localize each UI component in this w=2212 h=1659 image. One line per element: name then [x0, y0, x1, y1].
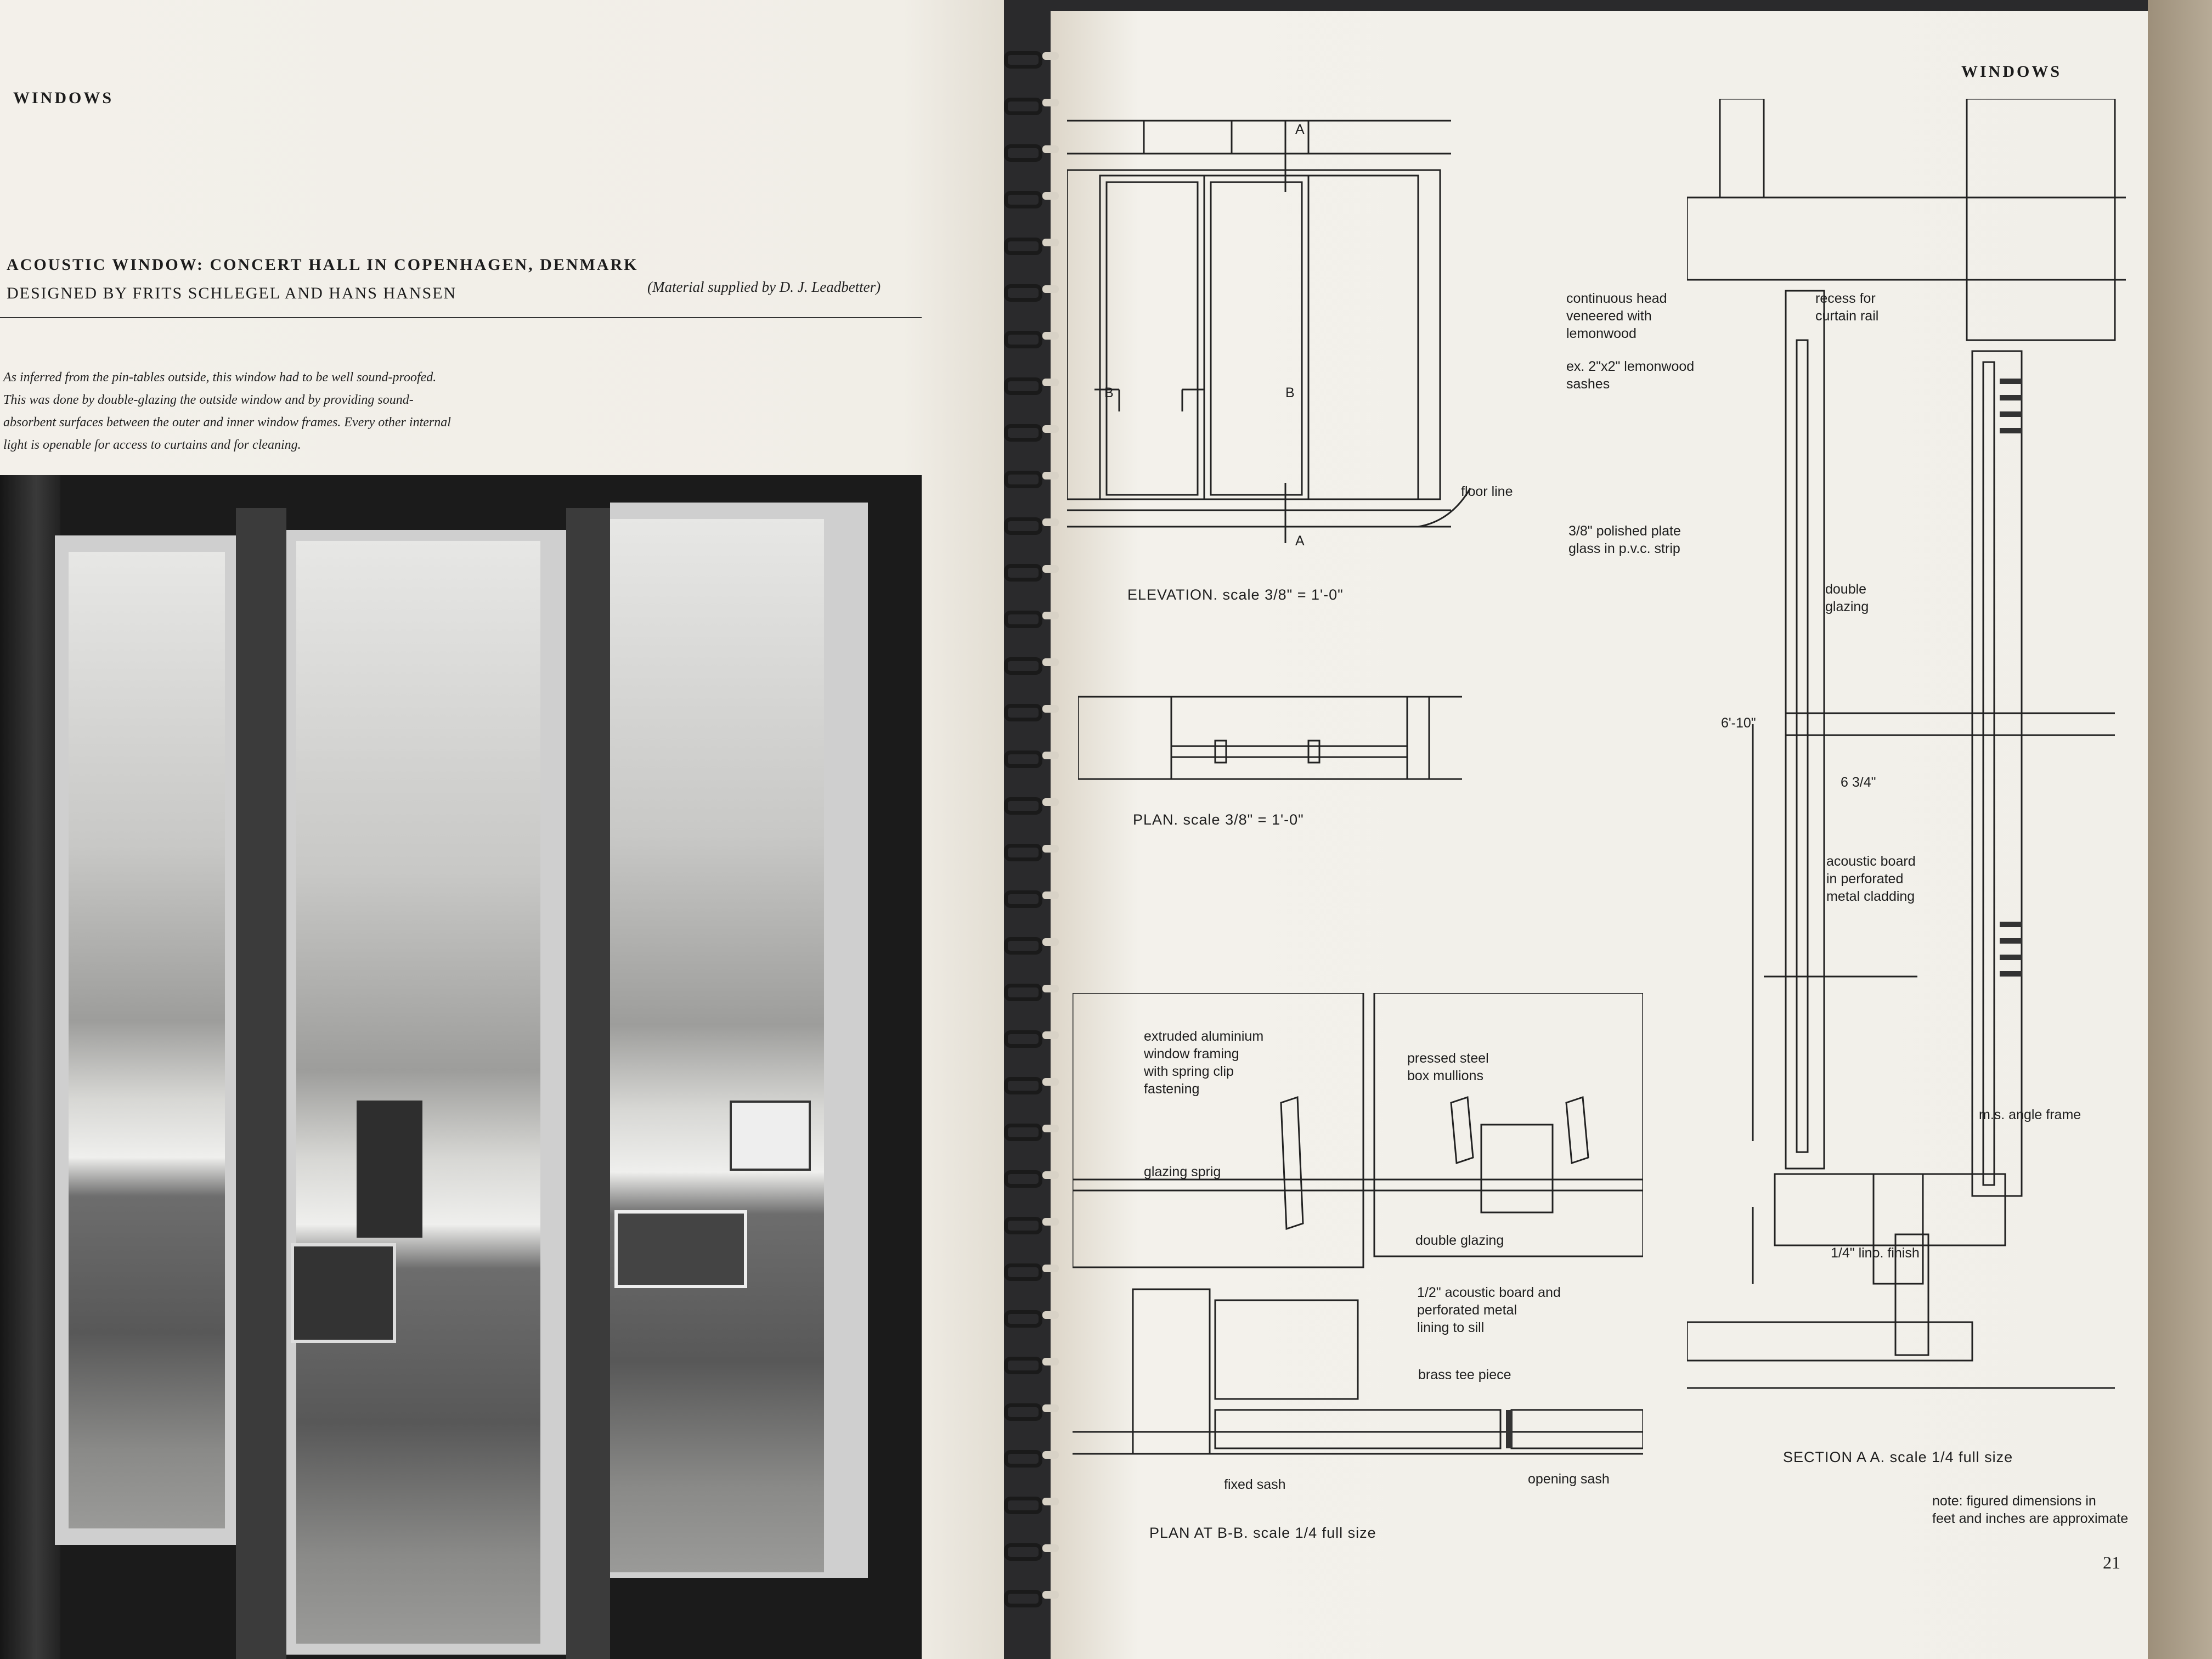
label-line: curtain rail [1815, 308, 1879, 324]
pin-table [730, 1101, 811, 1171]
pin-table [614, 1210, 747, 1288]
running-head-left: WINDOWS [13, 89, 114, 107]
section-label-sashes [1566, 358, 1694, 393]
window-pane-center [296, 541, 540, 1644]
binding-coil [993, 280, 1070, 300]
window-pane-left [69, 552, 225, 1528]
curtain [0, 475, 60, 1659]
label-line: recess for [1815, 291, 1876, 306]
section-label-double-glazing [1825, 580, 1869, 616]
table-surface [2148, 0, 2212, 1659]
section-label-acoustic [1826, 853, 1916, 905]
binding-coil [993, 979, 1070, 999]
article-title: ACOUSTIC WINDOW: CONCERT HALL IN COPENHAGEN, DENMARK [7, 256, 639, 274]
page-number: 21 [2103, 1553, 2120, 1572]
binding-coil [993, 1212, 1070, 1232]
binding-coil [993, 606, 1070, 626]
binding-coil [993, 420, 1070, 439]
binding-coil [993, 1259, 1070, 1279]
caption-line: This was done by double-glazing the outside window and by providing sound- [3, 393, 414, 407]
label-line: sashes [1566, 376, 1610, 392]
label-line: with spring clip [1144, 1064, 1234, 1079]
plan-drawing [1078, 680, 1473, 790]
label-line: glass in p.v.c. strip [1568, 541, 1680, 556]
binding-coil [993, 233, 1070, 253]
elevation-marker-b-left: B [1104, 385, 1114, 400]
elevation-marker-a-top: A [1295, 122, 1305, 137]
binding-coil [993, 47, 1070, 66]
plan-bb-label-acoustic [1417, 1284, 1561, 1336]
binding-coil [993, 1306, 1070, 1325]
left-page [0, 0, 1004, 1659]
plan-bb-label-framing [1144, 1028, 1263, 1098]
section-label-head [1566, 290, 1667, 342]
binding-coil [993, 1119, 1070, 1139]
caption-line: absorbent surfaces between the outer and inner window frames. Every other internal [3, 415, 451, 430]
elevation-caption: ELEVATION. scale 3/8" = 1'-0" [1127, 586, 1344, 603]
section-label-recess [1815, 290, 1878, 325]
label-line: ex. 2"x2" lemonwood [1566, 359, 1695, 374]
label-line: 3/8" polished plate [1568, 523, 1681, 539]
label-line: 1/2" acoustic board and [1417, 1285, 1561, 1300]
right-page [1051, 11, 2148, 1659]
binding-coil [993, 1446, 1070, 1465]
binding-coil [993, 933, 1070, 952]
section-label-lino: 1/4" lino. finish [1831, 1245, 1920, 1261]
binding-coil [993, 93, 1070, 113]
binding-coil [993, 1166, 1070, 1186]
binding-coil [993, 560, 1070, 579]
pin-table [291, 1243, 396, 1343]
section-dimension-height: 6'-10" [1721, 715, 1756, 731]
binding-coil [993, 1399, 1070, 1419]
binding-coil [993, 886, 1070, 906]
label-line: extruded aluminium [1144, 1029, 1264, 1044]
pin-table [357, 1101, 422, 1238]
binding-coil [993, 699, 1070, 719]
label-line: lemonwood [1566, 326, 1637, 341]
elevation-marker-a-bottom: A [1295, 533, 1305, 549]
section-dimension-width: 6 3/4" [1841, 775, 1876, 790]
plan-bb-label-opening-sash: opening sash [1528, 1471, 1610, 1487]
label-line: pressed steel [1407, 1051, 1489, 1066]
section-drawing [1687, 99, 2126, 1432]
photo-caption [3, 366, 546, 456]
label-line: glazing [1825, 599, 1869, 614]
floor-line-label: floor line [1461, 484, 1513, 499]
label-line: double [1825, 582, 1867, 597]
plan-caption: PLAN. scale 3/8" = 1'-0" [1133, 811, 1304, 828]
binding-coil [993, 839, 1070, 859]
window-mullion [566, 508, 610, 1659]
binding-coil [993, 466, 1070, 486]
plan-bb-label-glazing-sprig: glazing sprig [1144, 1164, 1221, 1180]
label-line: veneered with [1566, 308, 1652, 324]
section-label-angle-frame: m.s. angle frame [1979, 1107, 2081, 1122]
caption-line: light is openable for access to curtains and for cleaning. [3, 438, 301, 452]
label-line: acoustic board [1826, 854, 1916, 869]
plan-bb-label-fixed-sash: fixed sash [1224, 1477, 1286, 1492]
plan-bb-label-tee: brass tee piece [1418, 1367, 1511, 1383]
section-caption: SECTION A A. scale 1/4 full size [1783, 1449, 2013, 1465]
window-pane-right [610, 519, 824, 1572]
elevation-marker-b-right: B [1285, 385, 1295, 400]
caption-line: As inferred from the pin-tables outside, this window had to be well sound-proofed. [3, 370, 437, 385]
binding-coil [993, 1073, 1070, 1092]
binding-coil [993, 373, 1070, 393]
note-line: feet and inches are approximate [1932, 1511, 2129, 1526]
label-line: fastening [1144, 1081, 1200, 1097]
elevation-drawing [1067, 104, 1484, 571]
binding-coil [993, 140, 1070, 160]
section-label-plate-glass [1568, 522, 1681, 557]
binding-coil [993, 513, 1070, 533]
binding-coil [993, 326, 1070, 346]
binding-coil [993, 653, 1070, 673]
title-rule [0, 317, 922, 318]
label-line: in perforated [1826, 871, 1904, 887]
label-line: continuous head [1566, 291, 1667, 306]
running-head-right: WINDOWS [1961, 63, 2062, 81]
designers-line: DESIGNED BY FRITS SCHLEGEL AND HANS HANSEN [7, 284, 457, 302]
binding-coil [993, 746, 1070, 766]
label-line: metal cladding [1826, 889, 1915, 904]
binding-coil [993, 1585, 1070, 1605]
section-note [1932, 1492, 2128, 1527]
binding-coil [993, 1492, 1070, 1512]
plan-bb-caption: PLAN AT B-B. scale 1/4 full size [1149, 1525, 1376, 1541]
note-line: note: figured dimensions in [1932, 1493, 2096, 1509]
binding-coil [993, 1026, 1070, 1046]
label-line: perforated metal [1417, 1302, 1517, 1318]
binding-coil [993, 187, 1070, 206]
label-line: lining to sill [1417, 1320, 1485, 1335]
binding-coil [993, 1352, 1070, 1372]
binding-coil [993, 793, 1070, 812]
plan-bb-label-mullions [1407, 1049, 1489, 1085]
label-line: box mullions [1407, 1068, 1483, 1084]
plan-bb-label-double-glazing: double glazing [1415, 1233, 1504, 1248]
spiral-binding [993, 38, 1070, 1640]
material-credit: (Material supplied by D. J. Leadbetter) [647, 279, 881, 295]
window-photograph [0, 475, 922, 1659]
binding-coil [993, 1539, 1070, 1559]
label-line: window framing [1144, 1046, 1239, 1062]
window-mullion [236, 508, 286, 1659]
